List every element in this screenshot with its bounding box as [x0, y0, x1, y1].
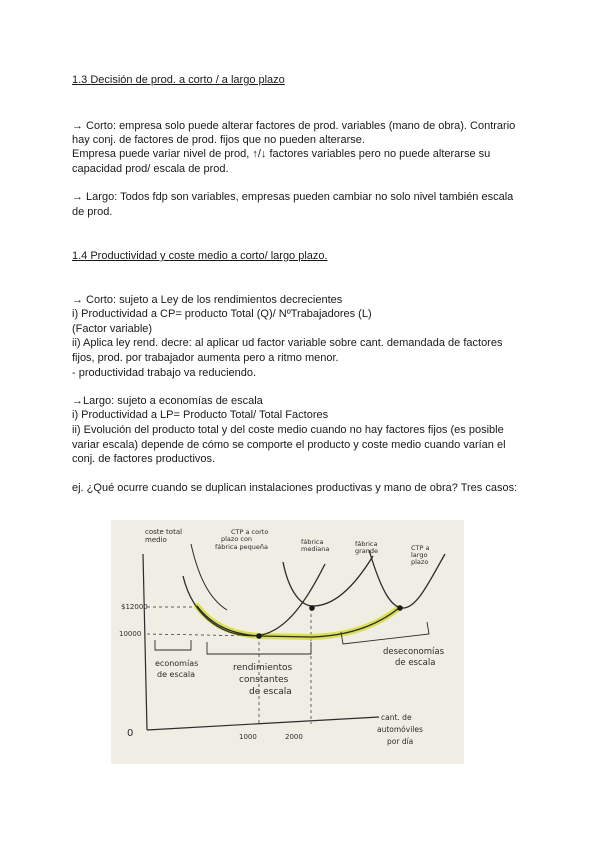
region-label-line: rendimientos — [233, 663, 293, 673]
x-axis-title-line: cant. de — [381, 713, 412, 722]
text-line: (Factor variable) — [72, 323, 153, 335]
short-run-large-factory-curve — [369, 550, 445, 608]
curve-label-line: grande — [355, 547, 379, 555]
text-line: →Largo: sujeto a economías de escala — [72, 395, 263, 407]
long-run-curve-highlight — [197, 606, 399, 637]
text-line: Empresa puede variar nivel de prod, ↑/↓ factores variables pero no puede alterarse su — [72, 148, 491, 160]
text-line: hay conj. de factores de prod. fijos que no pueden alterarse. — [72, 134, 365, 146]
text-line: → Corto: empresa solo puede alterar factores de prod. variables (mano de obra). Contrario — [72, 120, 516, 132]
x-tick-label: 1000 — [239, 733, 257, 741]
curve-label-line: plazo con — [221, 535, 253, 543]
handwritten-cost-curves-sketch — [111, 520, 464, 764]
x-tick-label: 2000 — [285, 733, 303, 741]
bracket-economias — [155, 640, 191, 650]
section-heading-1-4: 1.4 Productividad y coste medio a corto/ largo plazo. — [72, 250, 328, 262]
curve-label-line: fábrica pequeña — [215, 543, 268, 551]
region-label-line: de escala — [395, 658, 436, 668]
curve-label-line: fábrica — [301, 538, 324, 546]
short-run-medium-factory-curve — [283, 556, 373, 606]
text-line: i) Productividad a LP= Producto Total/ Total Factores — [72, 409, 329, 421]
y-axis-title-line: coste total — [145, 528, 183, 536]
text-line: conj. de factores productivos. — [72, 453, 216, 465]
region-label-line: economías — [155, 659, 199, 668]
region-label-line: de escala — [157, 670, 196, 679]
text-line: → Largo: Todos fdp son variables, empresas pueden cambiar no solo nivel también escala — [72, 191, 514, 203]
curve-label-line: CTP a — [411, 544, 430, 552]
y-tick-label: $12000 — [121, 603, 148, 611]
text-line: capacidad prod/ escala de prod. — [72, 163, 229, 175]
sketch-svg — [111, 520, 464, 764]
curve-label-line: largo — [411, 551, 428, 559]
short-run-extra-curve — [191, 544, 227, 610]
curve-label-line: plazo — [411, 558, 429, 566]
region-label-line: deseconomías — [383, 647, 445, 657]
example-question: ej. ¿Qué ocurre cuando se duplican instalaciones productivas y mano de obra? Tres casos: — [72, 482, 518, 494]
section-heading-1-3: 1.3 Decisión de prod. a corto / a largo plazo — [72, 74, 285, 86]
region-label-line: de escala — [249, 687, 292, 697]
curve-label-line: CTP a corto — [231, 528, 269, 536]
region-label-line: constantes — [239, 675, 289, 685]
short-run-small-factory-curve — [183, 564, 325, 636]
x-axis-title-line: por día — [387, 737, 414, 746]
curve-label-line: fábrica — [355, 540, 378, 548]
y-tick-label: 10000 — [119, 630, 142, 638]
y-axis — [143, 554, 147, 730]
y-axis-title-line: medio — [145, 536, 167, 544]
text-line: i) Productividad a CP= producto Total (Q)/ NºTrabajadores (L) — [72, 308, 372, 320]
text-line: ii) Evolución del producto total y del coste medio cuando no hay factores fijos (es posible — [72, 424, 504, 436]
tangency-point — [397, 605, 403, 611]
text-line: ii) Aplica ley rend. decre: al aplicar ud factor variable sobre cant. demandada de factores — [72, 337, 503, 349]
text-line: fijos, prod. por trabajador aumenta pero a ritmo menor. — [72, 352, 339, 364]
curve-label-line: mediana — [301, 545, 330, 553]
text-line: variar escala) depende de cómo se comporte el producto y coste medio cuando varían el — [72, 439, 506, 451]
tangency-point — [309, 605, 315, 611]
text-line: - productividad trabajo va reduciendo. — [72, 367, 257, 379]
tangency-point — [256, 633, 262, 639]
text-line: de prod. — [72, 206, 113, 218]
x-axis — [147, 717, 379, 730]
x-axis-title-line: automóviles — [377, 725, 423, 734]
text-line: → Corto: sujeto a Ley de los rendimientos decrecientes — [72, 294, 343, 306]
origin-label: 0 — [127, 728, 134, 739]
